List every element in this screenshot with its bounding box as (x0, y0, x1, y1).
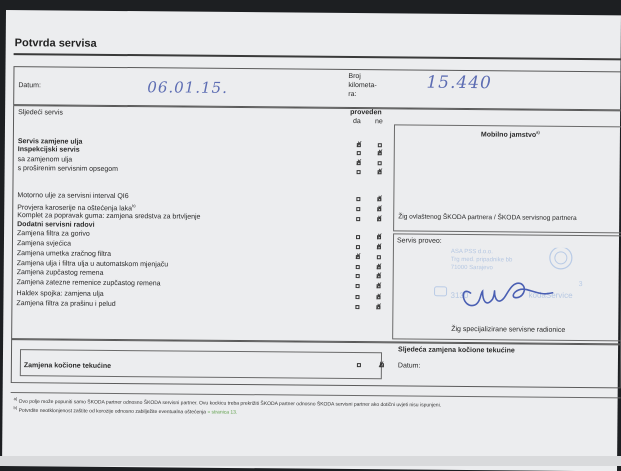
check-mark: ✗ (375, 281, 383, 291)
page-title: Potvrda servisa (14, 37, 97, 50)
service-row-label: Dodatni servisni radovi (17, 221, 95, 229)
service-row-label: Inspekcijski servis (17, 146, 80, 154)
checkbox-ne[interactable] (377, 255, 381, 259)
service-row-label: Zamjena filtra za prašinu i pelud (16, 300, 116, 308)
brake-fluid-row (11, 339, 621, 388)
checkbox-da[interactable] (356, 265, 360, 269)
date-km-row (13, 66, 621, 110)
check-mark: ✗ (376, 204, 384, 214)
brake-fluid-label: Zamjena kočione tekućine (23, 362, 112, 370)
service-row-label: sa zamjenom ulja (17, 156, 73, 164)
check-mark: ✗ (355, 140, 363, 150)
date-label: Datum: (18, 82, 41, 90)
stamp-line-5: kodaService (528, 290, 573, 300)
service-row-label: Zamjena zupčastog remena (16, 269, 104, 277)
mobility-title: Mobilno jamstvo$^{a)}$ (480, 129, 540, 139)
stamp-line-4: 3130 (450, 290, 469, 301)
service-row-label: s proširenim servisnim opsegom (17, 165, 119, 173)
service-confirmation-page (2, 10, 621, 471)
dealer-stamp (430, 247, 606, 324)
check-mark: ✗ (376, 148, 384, 158)
check-mark: ✗ (354, 252, 362, 262)
workshop-stamp-caption: Žig specijalizirane servisne radionice (451, 325, 566, 334)
check-mark: ✗ (375, 292, 383, 302)
check-mark: ✗ (355, 158, 363, 168)
svg-text:3: 3 (578, 281, 583, 289)
check-mark: ✗ (375, 242, 383, 252)
next-brake-date-label: Datum: (397, 362, 421, 370)
service-row-label: Zamjena svjećica (16, 240, 72, 248)
service-row-label: Provjera karoserije na oštećenja laka$^{b)}$ (17, 203, 136, 213)
service-label: Sljedeći servis (18, 109, 63, 117)
service-row-label: Servis zamjene ulja (17, 138, 83, 146)
check-mark: ✗ (376, 214, 383, 224)
stamp-line-2: Trg med. pripadnike bb (450, 256, 513, 264)
footnote-b: $^{b)}$ Potvrdite neotklonjenost zaštite od korozije odnosno zabilježite eventualna oštećenja » stranica 13. (13, 405, 238, 416)
checkbox-da[interactable] (356, 235, 360, 239)
checkbox-da[interactable] (355, 295, 359, 299)
brake-no-mark: ✗ (377, 360, 385, 370)
next-brake-title: Sljedeća zamjena kočione tekućine (398, 346, 515, 355)
stamp-line-1: ASA PSS d.o.o. (450, 248, 493, 256)
checkbox-da[interactable] (356, 197, 360, 201)
check-mark: ✗ (375, 262, 383, 272)
service-row-label: Zamjena umetka zračnog filtra (16, 250, 112, 258)
stamp-line-3: 71000 Sarajevo (450, 264, 493, 272)
checkbox-da[interactable] (356, 245, 360, 249)
service-row-label: Zamjena ulja i filtra ulja u automatskom mjenjaču (16, 260, 169, 269)
checkbox-da[interactable] (356, 207, 360, 211)
service-row-label: Haldex spojka: zamjena ulja (16, 290, 104, 298)
service-row-label: Zamjena filtra za gorivo (17, 230, 90, 238)
km-value: 15.440 (426, 72, 492, 94)
check-mark: ✗ (375, 232, 383, 242)
checkbox-ne[interactable] (378, 161, 382, 165)
mobility-box (393, 124, 621, 233)
service-row-label: Komplet za popravak guma: zamjena sredstva za brtvljenje (17, 212, 201, 221)
page-bottom-edge (0, 456, 621, 466)
km-label-1: Broj (348, 72, 361, 81)
date-value: 06.01.15. (147, 78, 228, 97)
checkbox-da[interactable] (356, 274, 360, 278)
signature (430, 247, 606, 324)
footnote-a: $^{a)}$ Ovo polje može popuniti samo ŠKODA partner odnosno ŠKODA servisni partner. Ovu kockicu treba prekrižiti ŠKODA partner odnosno ŠKODA servisni partner ako dotični uvjeti nisu ispunjeni. (13, 396, 442, 409)
partner-stamp-caption: Žig ovlaštenog ŠKODA partnera / ŠKODA servisnog partnera (398, 213, 577, 222)
checkbox-da[interactable] (357, 170, 361, 174)
brake-no-checkbox[interactable] (377, 360, 385, 370)
checkbox-da[interactable] (356, 217, 360, 221)
brake-yes-checkbox[interactable] (357, 363, 361, 367)
km-label-3: ra: (348, 90, 357, 99)
check-mark: ✗ (376, 194, 384, 204)
checkbox-da[interactable] (357, 151, 361, 155)
checkbox-da[interactable] (355, 305, 359, 309)
service-row-label: Motorno ulje za servisni interval QI6 (17, 192, 129, 201)
check-mark: ✗ (375, 302, 383, 312)
serviced-by-label: Servis proveo: (396, 237, 442, 245)
yes-column-header: da (353, 118, 361, 126)
km-label-2: kilometa- (348, 81, 377, 90)
checkbox-ne[interactable] (378, 143, 382, 147)
check-mark: ✗ (375, 271, 383, 281)
no-column-header: ne (375, 118, 383, 126)
service-row-label: Zamjena zatezne remenice zupčastog remena (16, 279, 161, 288)
check-mark: ✗ (376, 167, 384, 177)
done-column-header: proveden (350, 109, 382, 117)
checkbox-da[interactable] (356, 284, 360, 288)
brake-fluid-inner (20, 349, 385, 379)
